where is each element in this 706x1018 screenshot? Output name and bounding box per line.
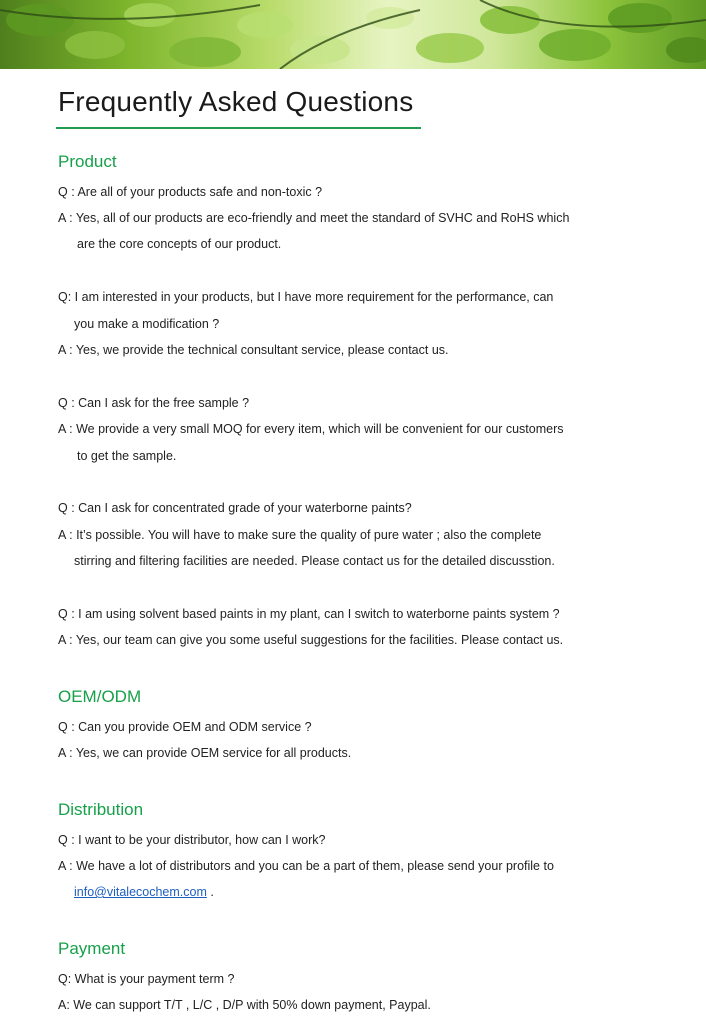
section-title-distribution: Distribution	[58, 800, 144, 819]
answer-text: A : We provide a very small MOQ for every item, which will be convenient for our customers	[58, 422, 564, 436]
section-title-product: Product	[58, 152, 117, 171]
answer-text: A: We can support T/T , L/C , D/P with 50% down payment, Paypal.	[58, 998, 431, 1012]
answer-text-cont: stirring and filtering facilities are needed. Please contact us for the detailed discusstion.	[74, 554, 555, 568]
question-text: Q : I want to be your distributor, how can I work?	[58, 833, 326, 847]
answer-tail: .	[206, 885, 214, 899]
section-title-oem-odm: OEM/ODM	[58, 687, 142, 706]
answer-text-cont: are the core concepts of our product.	[77, 237, 282, 251]
answer-text: A : Yes, our team can give you some useful suggestions for the facilities. Please contact us.	[58, 633, 564, 647]
answer-text: A : Yes, we can provide OEM service for all products.	[58, 746, 352, 760]
answer-text: A : We have a lot of distributors and you can be a part of them, please send your profile to	[58, 859, 554, 873]
answer-text: A : Yes, we provide the technical consultant service, please contact us.	[58, 343, 449, 357]
answer-text-cont	[74, 884, 214, 900]
question-text: Q : I am using solvent based paints in my plant, can I switch to waterborne paints system ?	[58, 607, 560, 621]
question-text: Q : Can you provide OEM and ODM service ?	[58, 720, 312, 734]
leaves-banner	[0, 0, 706, 69]
question-text: Q : Are all of your products safe and non-toxic ?	[58, 185, 323, 199]
section-title-payment: Payment	[58, 939, 126, 958]
answer-text: A : Yes, all of our products are eco-friendly and meet the standard of SVHC and RoHS which	[58, 211, 570, 225]
question-text-cont: you make a modification ?	[74, 317, 220, 331]
question-text: Q : Can I ask for concentrated grade of your waterborne paints?	[58, 501, 412, 515]
question-text: Q: I am interested in your products, but I have more requirement for the performance, can	[58, 290, 554, 304]
answer-text-cont: to get the sample.	[77, 449, 177, 463]
leaves-banner-icon	[0, 0, 706, 69]
question-text: Q: What is your payment term ?	[58, 972, 235, 986]
email-link[interactable]: info@vitalecochem.com	[74, 885, 207, 899]
question-text: Q : Can I ask for the free sample ?	[58, 396, 250, 410]
answer-text: A : It’s possible. You will have to make sure the quality of pure water ; also the complete	[58, 528, 542, 542]
page-title: Frequently Asked Questions	[58, 86, 414, 117]
title-underline	[56, 127, 421, 129]
